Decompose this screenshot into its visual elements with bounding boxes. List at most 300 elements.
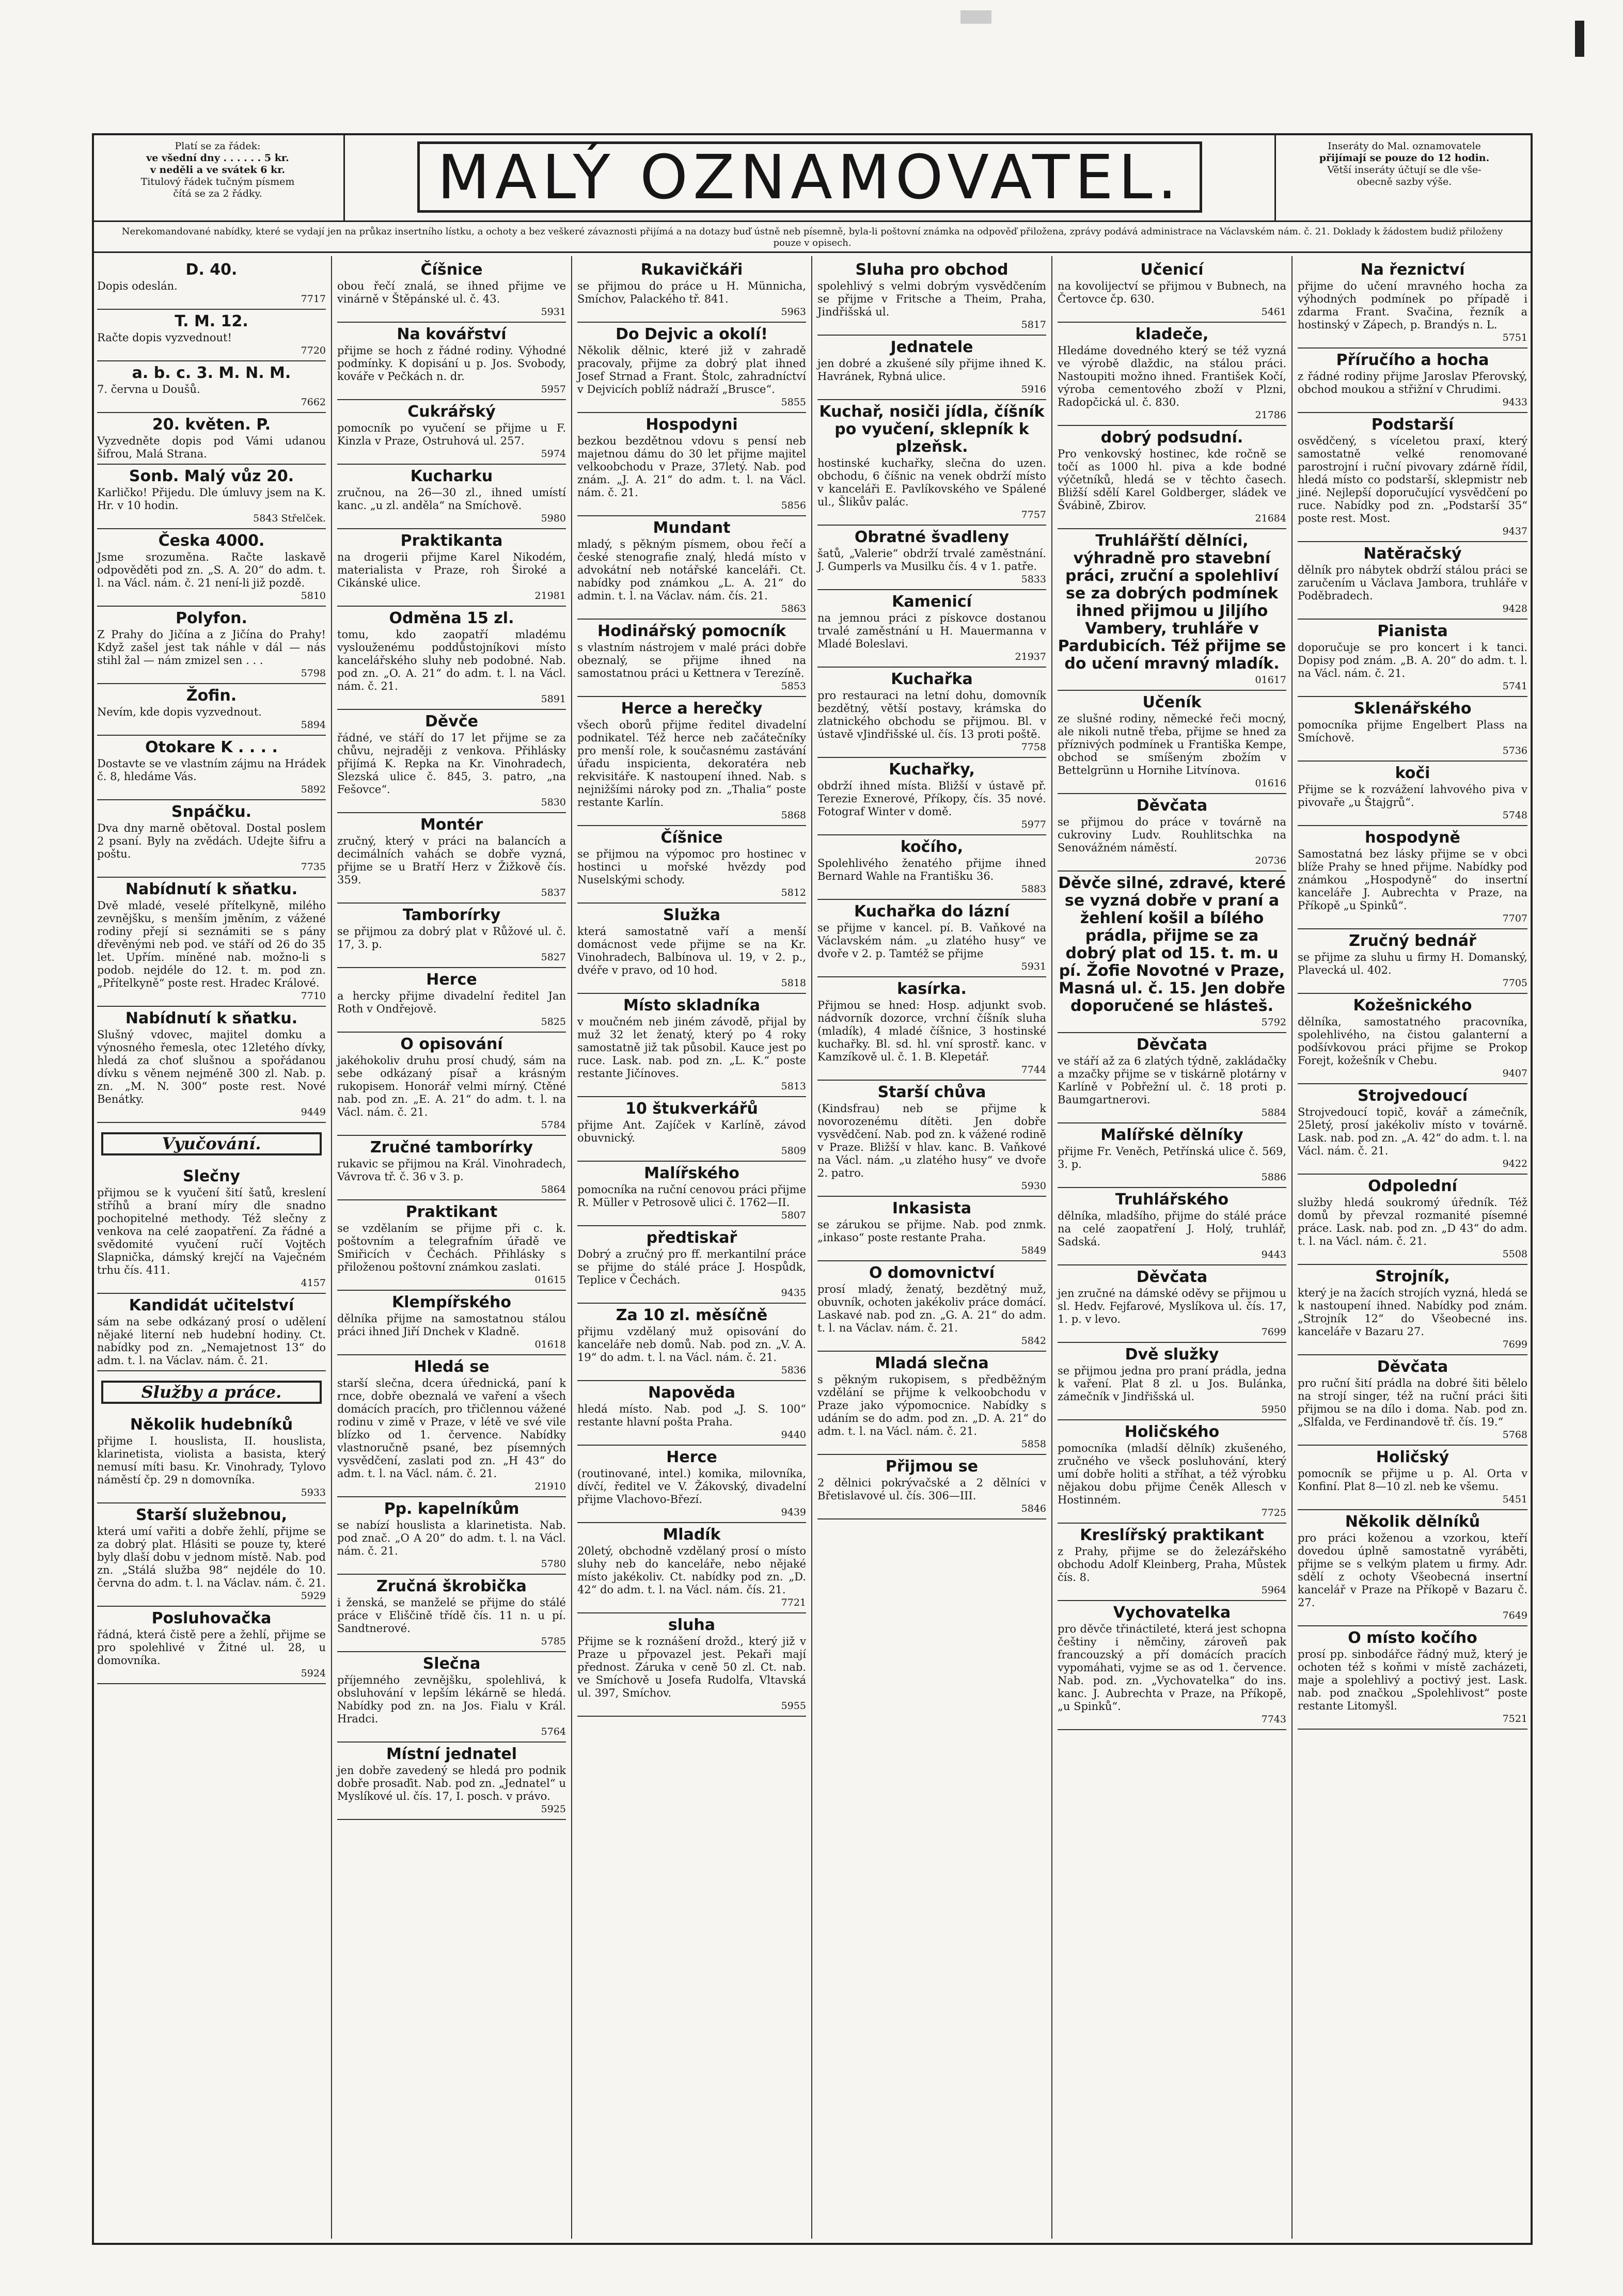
classified-ad [577, 1162, 806, 1226]
ad-number: 5842 [1021, 1335, 1046, 1347]
ad-number: 7744 [1021, 1064, 1046, 1075]
ad-text: jen dobře zavedený se hledá pro podnik dobře prosaďit. Nab. pod zn. „Jednatel“ u Myslíkové ul. čís. 17, I. posch. v právo. [337, 1764, 566, 1802]
ad-column [1293, 256, 1533, 2239]
classified-ad [97, 800, 326, 878]
ad-heading: Nabídnutí k sňatku. [125, 880, 298, 898]
classified-ad [1058, 258, 1286, 323]
classified-ad [577, 620, 806, 697]
ad-heading: Místní jednatel [386, 1745, 517, 1763]
ad-number: 7717 [301, 293, 326, 305]
classified-ad [1058, 691, 1286, 794]
ad-heading: Podstarší [1371, 416, 1454, 434]
ad-text: spolehlivý s velmi dobrým vysvědčením se přijme v Fritsche a Theim, Praha, Jindřišská ul. [817, 280, 1046, 318]
ad-text: Z Prahy do Jičína a z Jičína do Prahy! Když zašel jest tak náhle v dál — nás stihl žal — nám zmizel sen . . . [97, 628, 326, 667]
ad-number: 5925 [541, 1803, 566, 1815]
classified-ad [817, 977, 1046, 1081]
ad-text: zručnou, na 26—30 zl., ihned umístí kanc. „u zl. anděla“ na Smíchově. [337, 486, 566, 512]
ad-text: Dobrý a zručný pro ff. merkantilní práce se přijme do stálé práce J. Hospůdk, Teplice v Čechách. [577, 1248, 806, 1286]
classified-ad [577, 1523, 806, 1613]
ad-column [92, 256, 332, 2239]
pricing-line: v neděli a ve svátek 6 kr. [150, 164, 286, 176]
ad-heading: Truhlářského [1115, 1191, 1229, 1209]
classified-ad [577, 516, 806, 620]
ad-text: bezkou bezdětnou vdovu s pensí neb majetnou dámu do 30 let přijme majitel velkoobchodu v Praze, 37letý. Nab. pod znám. „J. A. 21“ do adm. t. l. na Václ. nám. č. 21. [577, 435, 806, 499]
ad-number: 5977 [1021, 819, 1046, 830]
ad-heading: Učenicí [1140, 261, 1204, 279]
ad-text: pro děvče třináctileté, která jest schopna češtiny i němčiny, zároveň pak francouzský a pří domácích pracích vypomáhati, vyjme se as od 1. července. Nab. pod. zn. „Vychovatelka“ do ins. kanc. J. Aubrechta v Praze, na Příkopě, „u Spinků“. [1058, 1623, 1286, 1713]
ad-number: 5856 [781, 500, 806, 511]
ad-number: 5863 [781, 603, 806, 614]
ad-text: Jsme srozuměna. Račte laskavě odpověděti pod zn. „S. A. 20“ do adm. t. l. na Václ. nám. č. 21 není-li již pozdě. [97, 551, 326, 589]
ad-number: 5785 [541, 1636, 566, 1647]
ad-text: pro práci koženou a vzorkou, kteří dovedou úplně samostatně vyráběti, přijme se s velkým platem u firmy. Adr. sdělí z ochoty Všeobecná insertní kancelář v Praze na Příkopě v Bazaru č. 27. [1298, 1532, 1527, 1609]
ad-text: služby hledá soukromý úředník. Též domů by převzal rozmanité písemné práce. Lask. nab. pod zn. „D 43“ do adm. t. l. na Václ. nám. č. 21. [1298, 1196, 1527, 1247]
ad-number: 5461 [1261, 306, 1286, 318]
ad-heading: Starší služebnou, [135, 1506, 288, 1524]
ad-heading: Pianista [1377, 622, 1448, 640]
ad-number: 5963 [781, 306, 806, 318]
ad-heading: sluha [668, 1616, 716, 1634]
ad-heading: Starší chůva [877, 1083, 986, 1101]
ad-heading: Česka 4000. [158, 532, 265, 550]
ad-heading: Na kovářství [397, 325, 507, 343]
ad-text: přijme I. houslista, II. houslista, klarinetista, violista a basista, který nemusí míti basu. Kr. Vinohrady, Tylovo náměstí čp. 29 n domovníka. [97, 1435, 326, 1486]
ad-text: pomocník po vyučení se přijme u F. Kinzla v Praze, Ostruhová ul. 257. [337, 422, 566, 447]
ad-heading: Kamenicí [892, 593, 972, 611]
ad-heading: Děvčata [1136, 1036, 1208, 1054]
classified-ad [577, 994, 806, 1097]
ad-heading: Polyfon. [176, 609, 247, 627]
ad-text: rukavic se přijmou na Král. Vinohradech, Vávrova tř. č. 36 v 3. p. [337, 1158, 566, 1183]
ad-number: 9422 [1502, 1158, 1527, 1169]
ad-text: přijme Ant. Zajíček v Karlíně, závod obuvnický. [577, 1119, 806, 1144]
ad-text: pomocníka přijme Engelbert Plass na Smíchově. [1298, 719, 1527, 744]
ad-heading: kasírka. [897, 980, 967, 998]
ad-heading: Na řeznictví [1360, 261, 1465, 279]
ad-number: 9443 [1261, 1249, 1286, 1260]
ad-heading: Inkasista [892, 1199, 972, 1217]
ad-heading: O opisování [400, 1035, 503, 1053]
ad-text: řádné, ve stáří do 17 let přijme se za chůvu, nejraději z venkova. Přihlásky přijímá K. Repka na Kr. Vinohradech, Slezská ulice č. 845, 3. patro, „na Fešovce“. [337, 732, 566, 796]
ad-heading: Herce [426, 971, 477, 989]
classified-ad [1298, 413, 1527, 542]
ad-heading: Hledá se [414, 1358, 490, 1376]
ad-number: 5957 [541, 384, 566, 395]
ad-text: hledá místo. Nab. pod „J. S. 100“ restante hlavní pošta Praha. [577, 1403, 806, 1428]
ad-heading: Hodinářský pomocník [597, 622, 786, 640]
classified-ad [577, 1304, 806, 1381]
ad-text: 20letý, obchodně vzdělaný prosí o místo sluhy neb do kanceláře, nebo nějaké místo jakékoliv. Ct. nabídky pod zn. „D. 42“ do adm. t. l. na Václ. nám. čís. 21. [577, 1545, 806, 1596]
ad-column [332, 256, 572, 2239]
ad-number: 5764 [541, 1726, 566, 1737]
ad-text: pomocníka na ruční cenovou práci přijme R. Müller v Petrosově ulici č. 1762—II. [577, 1183, 806, 1209]
ad-number: 7521 [1502, 1713, 1527, 1724]
classified-ad [337, 607, 566, 710]
ad-number: 5855 [781, 397, 806, 408]
classified-ad [817, 668, 1046, 758]
ad-text: se přijme v kancel. pí. B. Vaňkové na Václavském nám. „u zlatého husy“ ve dvoře v 2. p. Tamtéž se přijme [817, 922, 1046, 960]
ad-heading: Otokare K . . . . [145, 738, 278, 756]
ad-number: 7735 [301, 861, 326, 873]
ad-text: která umí vařiti a dobře žehlí, přijme se za dobrý plat. Hlásiti se pouze ty, které byly dlaší dobu v jednom místě. Nab. pod zn. „Stálá služba 98“ nejdéle do 10. června do adm. t. l. na Václav. nám. č. 21. [97, 1525, 326, 1589]
ad-heading: Dvě služky [1125, 1345, 1219, 1364]
ad-number: 5818 [781, 977, 806, 989]
classified-ad [1298, 1355, 1527, 1446]
ad-heading: Pp. kapelníkům [384, 1500, 519, 1518]
ad-text: se přijmou do práce u H. Münnicha, Smíchov, Palackého tř. 841. [577, 280, 806, 305]
ad-heading: D. 40. [185, 261, 238, 279]
submission-line: Větší inseráty účtují se dle vše- [1327, 164, 1482, 176]
ad-heading: Mladá slečna [875, 1354, 989, 1372]
classified-ad [1298, 258, 1527, 349]
ad-text: příjemného zevnějšku, spolehlivá, k obsluhování v lepším lékárně se hledá. Nabídky pod zn. na Jos. Fialu v Král. Hradci. [337, 1674, 566, 1725]
ad-text: všech oborů přijme ředitel divadelní podnikatel. Též herce neb začátečníky pro menší role, k současnému zastávání úřadu inspicienta, dekoratéra neb rekvisitáře. K nastoupení ihned. Nab. s nejnižšími nároky pod zn. „Thalia“ poste restante Karlín. [577, 719, 806, 809]
classified-ad [817, 900, 1046, 977]
classified-ad [337, 529, 566, 607]
classified-ad [1058, 794, 1286, 872]
classified-ad [1298, 1265, 1527, 1355]
ad-heading: Slečny [183, 1167, 240, 1185]
ad-number: 5812 [781, 887, 806, 898]
ad-number: 5853 [781, 680, 806, 692]
ad-number: 21981 [534, 590, 566, 601]
classified-ad [337, 1200, 566, 1291]
ad-text: na kovolijectví se přijmou v Bubnech, na Čertovce čp. 630. [1058, 280, 1286, 305]
ad-heading: Děvče silné, zdravé, které se vyzná dobře v praní a žehlení košil a bílého prádla, přijme se za dobrý plat od 15. t. m. u pí. Žofie Novotné v Praze, Masná ul. č. 15. Jen dobře doporučené se hlásteš. [1058, 874, 1286, 1015]
classified-ad [577, 1446, 806, 1523]
ad-heading: Několik dělníků [1345, 1513, 1480, 1531]
ad-heading: kočího, [900, 838, 964, 856]
classified-ad [817, 1352, 1046, 1455]
ad-number: 20736 [1255, 855, 1286, 866]
ad-number: 5868 [781, 810, 806, 821]
ad-number: 5886 [1261, 1171, 1286, 1183]
ad-number: 5830 [541, 797, 566, 808]
ad-heading: Napověda [648, 1384, 736, 1402]
ad-heading: kladeče, [1135, 325, 1209, 343]
ad-number: 21786 [1255, 409, 1286, 421]
classified-ad [1298, 1446, 1527, 1510]
ad-text: Samostatná bez lásky přijme se v obci blíže Prahy se hned přijme. Nabídky pod známkou „Hospodyně“ do insertní kanceláře J. Aubrechta v Praze, na Příkopě „u Spinků“. [1298, 848, 1527, 912]
ad-heading: Malířského [644, 1164, 739, 1182]
scan-edge-mark [960, 10, 991, 24]
ad-number: 9449 [301, 1106, 326, 1118]
ad-number: 7649 [1502, 1610, 1527, 1621]
ad-text: s vlastním nástrojem v malé práci dobře obeznalý, se přijme ihned na samostatnou práci u Kettnera v Terezíně. [577, 641, 806, 679]
ad-text: z řádné rodiny přijme Jaroslav Pferovský, obchod moukou a střižní v Chrudimi. [1298, 370, 1527, 395]
ad-text: a hercky přijme divadelní ředitel Jan Roth v Ondřejově. [337, 990, 566, 1015]
ad-text: Hledáme dovedného který se též vyzná ve výrobě dlaždic, na stálou práci. Nastoupiti možno ihned. František Kočí, výroba cementového zboží v Plzni, Radopčická ul. č. 830. [1058, 344, 1286, 408]
ad-text: (Kindsfrau) neb se přijme k novorozenému dítěti. Jen dobře vysvědčení. Nab. pod zn. k vážené rodině v Praze. Bližší v hlav. kanc. B. Vaňkové na Václ. nám. „u zlatého husy“ ve dvoře 2. patro. [817, 1102, 1046, 1179]
ad-heading: Cukrářský [407, 403, 496, 421]
ad-heading: Sluha pro obchod [855, 261, 1009, 279]
ad-number: 01615 [534, 1274, 566, 1286]
ad-text: i ženská, se manželé se přijme do stálé práce v Eliščině třídě čís. 11 n. u pí. Sandtnerové. [337, 1596, 566, 1635]
ad-heading: Přijmou se [885, 1458, 979, 1476]
ad-column [572, 256, 812, 2239]
ad-number: 5451 [1502, 1494, 1527, 1505]
ad-number: 5884 [1261, 1107, 1286, 1118]
ad-number: 5825 [541, 1016, 566, 1027]
ad-number: 5810 [301, 590, 326, 601]
ad-heading: Malířské dělníky [1100, 1126, 1243, 1144]
ad-number: 5780 [541, 1558, 566, 1570]
ad-number: 5736 [1502, 745, 1527, 756]
classified-ad [97, 1165, 326, 1294]
classified-ad [97, 1007, 326, 1123]
ad-heading: Několik hudebníků [130, 1416, 293, 1434]
ad-number: 5931 [541, 306, 566, 318]
ad-text: jen dobré a zkušené síly přijme ihned K. Havránek, Rybná ulice. [817, 357, 1046, 383]
page-title: MALÝ OZNAMOVATEL. [417, 141, 1202, 213]
ad-number: 7725 [1261, 1507, 1286, 1518]
ad-text: se přijme za sluhu u firmy H. Domanský, Plavecká ul. 402. [1298, 951, 1527, 976]
ad-text: mladý, s pěkným písmem, obou řečí a české stenografie znalý, hledá místo v advokátní neb notářské kanceláři. Ct. nabídky pod známkou „L. A. 21“ do admin. t. l. na Václav. nám. čís. 21. [577, 538, 806, 602]
ad-number: 7721 [781, 1597, 806, 1608]
ad-text: na drogerii přijme Karel Nikodém, materialista v Praze, roh Široké a Cikánské ulice. [337, 551, 566, 589]
classified-ad [97, 413, 326, 465]
classified-ad [1058, 1188, 1286, 1265]
ad-heading: 10 štukverkářů [625, 1100, 758, 1118]
ad-heading: Zručné tamborírky [370, 1138, 533, 1157]
ad-number: 5784 [541, 1119, 566, 1131]
ad-text: přijme Fr. Veněch, Petřínská ulice č. 569, 3. p. [1058, 1145, 1286, 1170]
classified-ad [337, 1575, 566, 1652]
ad-text: se nabízí houslista a klarinetista. Nab. pod znač. „O A 20“ do adm. t. l. na Václ. nám. č. 21. [337, 1519, 566, 1557]
ad-text: prosí mladý, ženatý, bezdětný muž, obuvník, ochoten jakékoliv práce domácí. Laskavé nab. pod zn. „G. A. 21“ do adm. t. l. na Václav. nám. č. 21. [817, 1283, 1046, 1334]
ad-text: dělníka přijme na samostatnou stálou práci ihned Jiří Dnchek v Kladně. [337, 1312, 566, 1338]
classified-ad [577, 1097, 806, 1162]
ad-number: 9439 [781, 1507, 806, 1518]
ad-heading: Číšnice [420, 261, 483, 279]
ad-number: 5931 [1021, 961, 1046, 972]
ad-text: šatů, „Valerie“ obdrží trvalé zaměstnání. J. Gumperls va Musilku čís. 4 v 1. patře. [817, 547, 1046, 573]
ad-text: v moučném neb jiném závodě, přijal by muž 32 let ženatý, který po 4 roky samostatně již tak působil. Kauce jest po ruce. Lask. nab. pod zn. „L. K.“ poste restante Jičínoves. [577, 1016, 806, 1080]
ad-number: 5933 [301, 1487, 326, 1498]
ad-text: jen zručné na dámské oděvy se přijmou u sl. Hedv. Fejfarové, Myslíkova ul. čís. 17, 1. p. v levo. [1058, 1287, 1286, 1325]
classified-ad [817, 1197, 1046, 1261]
ad-number: 5837 [541, 887, 566, 898]
ad-number: 5924 [301, 1668, 326, 1679]
ad-number: 21910 [534, 1481, 566, 1492]
ad-heading: Slečna [422, 1655, 481, 1673]
section-heading: Služby a práce. [101, 1381, 322, 1404]
classified-ad [1298, 620, 1527, 697]
ad-text: Nevím, kde dopis vyzvednout. [97, 706, 262, 718]
ad-heading: Místo skladníka [623, 996, 761, 1015]
ad-text: starší slečna, dcera úřednická, paní k rnce, dobře obeznalá ve vaření a všech domácích pracích, pro třičlennou vážené rodinu v zimě v Praze, v létě ve své vile blízko od 1. července. Nabídky vlastnoručně psané, bez písemných vysvědčení, zaslati pod zn. „H 43“ do adm. t. l. na Václ. nám. č. 21. [337, 1377, 566, 1480]
classified-ad [337, 813, 566, 904]
ad-number: 5849 [1021, 1245, 1046, 1256]
classified-ad [97, 1294, 326, 1371]
ad-heading: Herce a herečky [621, 700, 763, 718]
ad-number: 7662 [301, 397, 326, 408]
ad-number: 7743 [1261, 1714, 1286, 1725]
ad-number: 5768 [1502, 1429, 1527, 1440]
page-title-wrap [345, 133, 1274, 220]
ad-heading: Kožešnického [1353, 996, 1472, 1015]
ad-number: 5843 Střelček. [253, 513, 326, 524]
ad-number: 5836 [781, 1365, 806, 1376]
classified-ad [97, 684, 326, 736]
ad-number: 5950 [1261, 1404, 1286, 1415]
classified-ad [817, 835, 1046, 900]
ad-text: pomocníka (mladší dělník) zkušeného, zručného ve všeck posluhování, který umí dobře holiti a stříhat, a též výrobku nějakou dobu přijme Čeněk Allesch v Hostinném. [1058, 1442, 1286, 1506]
classified-ad [97, 1503, 326, 1607]
ad-number: 5827 [541, 952, 566, 963]
classified-ad [1058, 1420, 1286, 1524]
classified-ad [337, 1743, 566, 1820]
classified-ad [577, 258, 806, 323]
ad-number: 5741 [1502, 680, 1527, 692]
ad-number: 5916 [1021, 384, 1046, 395]
classified-ad [337, 1033, 566, 1136]
classified-ad [577, 413, 806, 516]
ad-text: osvědčený, s víceletou praxí, který samostatně velké renomované parostrojní i ruční pivovary zdárně řídil, hledá místo co podstarší, sklepmistr neb jiné. Nejlepší doporučující vysvědčení po ruce. Nabídky pod zn. „Podstarší 35“ poste rest. Most. [1298, 435, 1527, 525]
classified-ad [97, 465, 326, 529]
ad-number: 7705 [1502, 977, 1527, 989]
ad-number: 5858 [1021, 1438, 1046, 1450]
ad-heading: Odměna 15 zl. [389, 609, 514, 627]
ad-heading: Děvčata [1136, 797, 1208, 815]
ad-number: 21684 [1255, 513, 1286, 524]
ad-heading: Posluhovačka [151, 1609, 272, 1627]
ad-heading: Kuchařka do lázní [854, 902, 1010, 921]
ad-text: Dva dny marně obětoval. Dostal poslem 2 psaní. Byly na zvědách. Udejte šifru a poštu. [97, 822, 326, 860]
ad-number: 5792 [1261, 1017, 1286, 1028]
ad-text: Spolehlivého ženatého přijme ihned Bernard Wahle na Františku 36. [817, 857, 1046, 882]
classified-ad [1298, 1084, 1527, 1175]
classified-ad [817, 400, 1046, 526]
ad-text: se přijmou jedna pro praní prádla, jedna k vaření. Plat 8 zl. u Jos. Bulánka, zámečník v Jindřišská ul. [1058, 1365, 1286, 1403]
scan-edge-bar [1575, 21, 1584, 57]
ad-heading: a. b. c. 3. M. N. M. [132, 364, 291, 382]
classified-ad [337, 258, 566, 323]
ad-heading: dobrý podsudní. [1100, 429, 1243, 447]
ad-text: pro ruční šití prádla na dobré šiti bělelo na strojí singer, též na ruční práci šiti přijmou se na dílo i doma. Nab. pod zn. „Slfalda, ve Ferdinandově tř. čís. 19.“ [1298, 1377, 1527, 1428]
ad-text: přijmu vzdělaný muž opisování do kanceláře neb domů. Nab. pod zn. „V. A. 19“ do adm. t. l. na Václ. nám. č. 21. [577, 1325, 806, 1364]
ad-text: Dopis odeslán. [97, 280, 178, 292]
ad-heading: Klempířského [391, 1293, 511, 1311]
ad-heading: Sonb. Malý vůz 20. [129, 467, 294, 485]
ad-text: ze slušné rodiny, německé řeči mocný, ale nikoli nutně třeba, přijme se hned za příznivých podmínek u Františka Kempe, obchod se smíšeným zbožím v Bettelgrünn u Hornihe Litvínova. [1058, 712, 1286, 777]
ad-number: 5846 [1021, 1503, 1046, 1514]
ad-heading: 20. květen. P. [152, 416, 271, 434]
classified-ad [337, 1652, 566, 1743]
ad-heading: Odpolední [1368, 1177, 1457, 1195]
ad-number: 7699 [1261, 1326, 1286, 1338]
classified-ad [1298, 929, 1527, 994]
ad-number: 9440 [781, 1429, 806, 1440]
classified-ad [1298, 1175, 1527, 1265]
ad-text: s pěkným rukopisem, s předběžným vzdělání se přijme k velkoobchodu v Praze jako výpomocnice. Nabídky s udáním se do adm. pod zn. „D. A. 21“ do adm. t. l. na Václ. nám. č. 21. [817, 1373, 1046, 1437]
ad-number: 5929 [301, 1590, 326, 1602]
ad-heading: Praktikanta [400, 532, 503, 550]
pricing-line: čítá se za 2 řádky. [173, 188, 262, 199]
ad-text: se vzdělaním se přijme při c. k. poštovním a telegrafním úřadě ve Smiřicích v Čechách. Přihlásky s přiloženou poštovní známkou zaslati. [337, 1222, 566, 1273]
ad-number: 4157 [301, 1277, 326, 1289]
ad-heading: Kucharku [410, 467, 493, 485]
classified-ad [577, 904, 806, 994]
classified-ad [337, 400, 566, 465]
ad-text: z Prahy, přijme se do železářského obchodu Adolf Kleinberg, Praha, Můstek čís. 8. [1058, 1545, 1286, 1584]
ad-heading: Služka [663, 906, 720, 924]
ad-heading: koči [1395, 764, 1430, 782]
ad-heading: Holičského [1124, 1423, 1220, 1441]
ad-number: 5894 [301, 719, 326, 731]
ad-number: 01617 [1255, 674, 1286, 686]
ad-number: 5955 [781, 1700, 806, 1712]
classified-ad [577, 323, 806, 413]
ad-heading: Hospodyni [645, 416, 738, 434]
classified-ad [1298, 826, 1527, 929]
ad-text: přijme do učení mravného hocha za výhodných podmínek po případě i zdarma Frant. Svačina, řezník a hostinský v Zápech, p. Brandýs n. L. [1298, 280, 1527, 331]
ad-text: tomu, kdo zaopatří mladému vyslouženému poddůstojníkovi místo kancelářského sluhy neb podobné. Nab. pod zn. „O. A. 21“ do adm. t. l. na Václ. nám. č. 21. [337, 628, 566, 692]
ad-heading: Strojník, [1375, 1268, 1450, 1286]
ad-heading: Praktikant [405, 1203, 498, 1221]
classified-ad [337, 1355, 566, 1497]
classified-ad [97, 1607, 326, 1684]
ad-text: prosí pp. sinbodářce řádný muž, který je ochoten též s koňmi v místě zacházeti, maje a spolehlivý a poctivý jest. Lask. nab. pod značkou „Spolehlivost“ poste restante Litomyšl. [1298, 1648, 1527, 1712]
ad-text: pro restauraci na letní dohu, domovník bezdětný, větší postavy, krámska do zlatnického obchodu se přijmou. Bl. v ústavě vJindřišské ul. čís. 13 proti poště. [817, 689, 1046, 740]
ad-text: 7. června u Doušů. [97, 383, 200, 395]
ad-heading: Děvčata [1377, 1358, 1448, 1376]
classified-ad [97, 529, 326, 607]
ad-text: Vyzvedněte dopis pod Vámi udanou šifrou, Malá Strana. [97, 435, 326, 460]
ad-number: 7707 [1502, 913, 1527, 924]
ad-heading: Obratné švadleny [854, 528, 1010, 546]
ad-heading: Kandidát učitelství [129, 1296, 294, 1315]
classified-ad [817, 1455, 1046, 1519]
classified-ad [337, 1291, 566, 1355]
ad-heading: O místo kočího [1348, 1629, 1477, 1647]
ad-heading: Zručná škrobička [376, 1577, 527, 1595]
ad-heading: Rukavičkáři [640, 261, 743, 279]
ad-number: 5807 [781, 1210, 806, 1221]
ad-number: 7699 [1502, 1339, 1527, 1350]
ad-heading: Učeník [1142, 693, 1202, 711]
ad-heading: Jednatele [890, 338, 973, 356]
ad-number: 7720 [301, 345, 326, 356]
ad-text: řádná, která čistě pere a žehlí, přijme se pro spolehlivé v Žitné ul. 28, u domovníka. [97, 1628, 326, 1667]
classified-ad [1298, 542, 1527, 620]
classified-ad [97, 607, 326, 684]
ad-text: přijmou se k vyučení šití šatů, kreslení stříhů a braní míry dle snadno pochopitelné methody. Též slečny z venkova na celé zaopatření. Za řádné a svědomité vyučení ručí Vojtěch Slapnička, dámský krejčí na Vaječném trhu čís. 411. [97, 1186, 326, 1276]
ad-column [812, 256, 1052, 2239]
ad-text: Strojvedoucí topič, kovář a zámečník, 25letý, prosí jakékoliv místo v továrně. Lask. nab. pod zn. „A. 42“ do adm. t. l. na Václ. nám. č. 21. [1298, 1106, 1527, 1157]
ad-text: Karličko! Přijedu. Dle úmluvy jsem na K. Hr. v 10 hodin. [97, 486, 326, 512]
classified-ad [97, 361, 326, 413]
ad-number: 5930 [1021, 1180, 1046, 1192]
ad-text: Dostavte se ve vlastním zájmu na Hrádek č. 8, hledáme Vás. [97, 757, 326, 783]
ad-text: obou řečí znalá, se ihned přijme ve vinárně v Štěpánské ul. č. 43. [337, 280, 566, 305]
classified-ad [1298, 1626, 1527, 1730]
ad-text: Račte dopis vyzvednout! [97, 331, 232, 344]
ad-heading: O domovnictví [869, 1264, 995, 1282]
ad-text: ve stáří až za 6 zlatých týdně, zakládačky a mzačky přijme se v tiskárně plotárny v Karlíně v Pobřežní ul. č. 18 proti p. Baumgartnerovi. [1058, 1055, 1286, 1106]
ad-text: se zárukou se přijme. Nab. pod znmk. „inkaso“ poste restante Praha. [817, 1218, 1046, 1244]
ad-text: dělník pro nábytek obdrží stálou práci se zaručením u Václava Jambora, truhláře v Poděbradech. [1298, 564, 1527, 602]
ad-text: jakéhokoliv druhu prosí chudý, sám na sebe odkázaný písař a krásným rukopisem. Honorář velmi mírný. Ctěné nab. pod zn. „E. A. 21“ do adm. t. l. na Václ. nám. č. 21. [337, 1054, 566, 1118]
ad-text: obdrží ihned místa. Bližší v ústavě př. Terezie Exnerové, Příkopy, čís. 35 nové. Fotograf Winter v domě. [817, 780, 1046, 818]
classified-ad [337, 710, 566, 813]
ad-heading: Natěračský [1363, 545, 1462, 563]
classified-ad [577, 1226, 806, 1304]
pricing-line: ve všední dny . . . . . . 5 kr. [146, 152, 289, 164]
ad-number: 5798 [301, 668, 326, 679]
ad-heading: Číšnice [660, 829, 723, 847]
ad-heading: Příručího a hocha [1336, 351, 1489, 369]
